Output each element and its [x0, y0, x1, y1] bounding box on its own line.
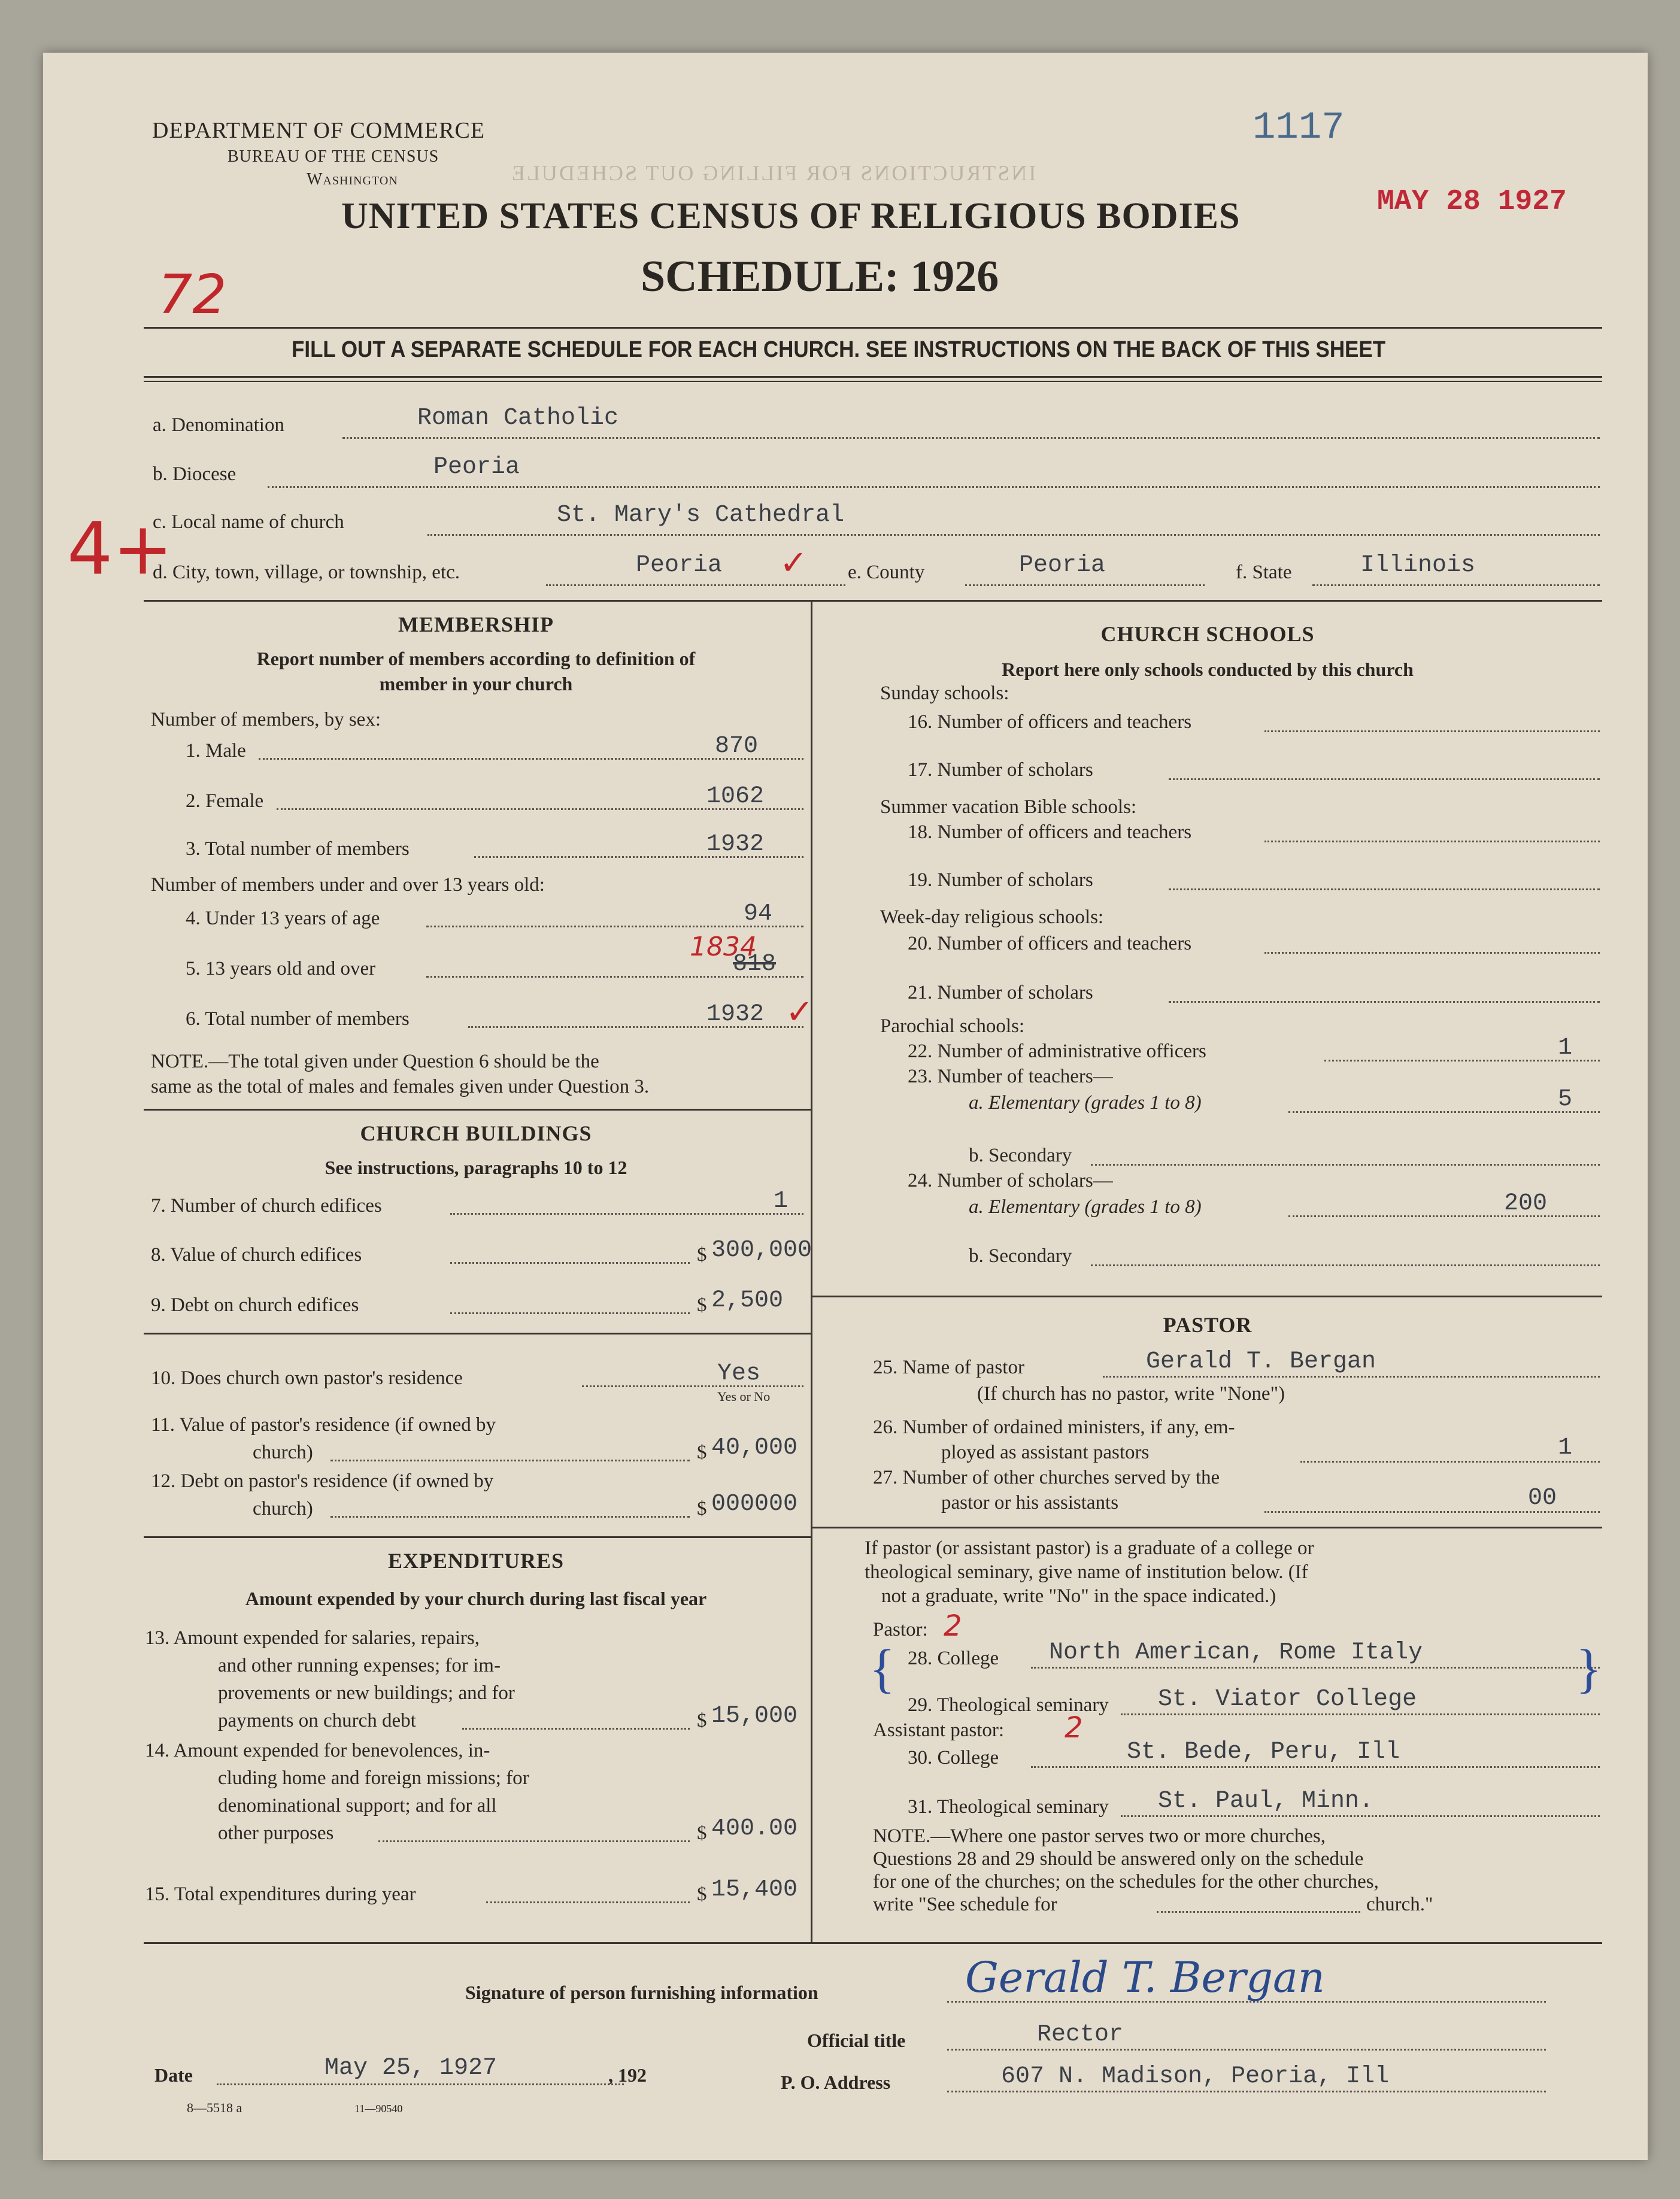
- denomination-value: Roman Catholic: [417, 405, 619, 432]
- q7-label: 7. Number of church edifices: [151, 1195, 382, 1217]
- q14-value: 400.00: [711, 1815, 798, 1842]
- q16-label: 16. Number of officers and teachers: [908, 711, 1192, 733]
- q12-label-2: church): [253, 1498, 313, 1519]
- official-title-label: Official title: [807, 2030, 906, 2051]
- q2-value: 1062: [706, 783, 765, 810]
- state-label: f. State: [1236, 562, 1292, 583]
- q13-line-4: payments on church debt: [218, 1710, 416, 1731]
- q20-label: 20. Number of officers and teachers: [908, 933, 1192, 954]
- q29-value: St. Viator College: [1158, 1686, 1417, 1713]
- pastor-heading: PASTOR: [1163, 1313, 1253, 1337]
- q11-currency: $: [697, 1442, 707, 1463]
- q9-value: 2,500: [711, 1287, 784, 1314]
- schedule-title: SCHEDULE: 1926: [641, 252, 999, 301]
- pastor-note-2: Questions 28 and 29 should be answered only on the schedule: [873, 1848, 1364, 1870]
- date-label: Date: [154, 2064, 193, 2086]
- q25-label: 25. Name of pastor: [873, 1357, 1024, 1378]
- print-number: 11—90540: [354, 2103, 403, 2115]
- members-by-age-label: Number of members under and over 13 years old:: [151, 874, 545, 896]
- pastor-note-5: church.": [1366, 1894, 1433, 1915]
- q10-hint: Yes or No: [717, 1389, 771, 1404]
- q24-label: 24. Number of scholars—: [908, 1170, 1113, 1191]
- q8-currency: $: [697, 1244, 707, 1266]
- file-number-stamp: 1117: [1253, 107, 1345, 150]
- q14-line-2: cluding home and foreign missions; for: [218, 1767, 529, 1789]
- q10-value: Yes: [717, 1360, 761, 1387]
- q22-value: 1: [1558, 1035, 1573, 1061]
- q14-line-1: 14. Amount expended for benevolences, in-: [145, 1740, 490, 1761]
- state-value: Illinois: [1360, 552, 1476, 579]
- city-name: Washington: [307, 170, 398, 189]
- q3-label: 3. Total number of members: [186, 838, 410, 860]
- membership-intro-1: Report number of members according to definition of: [256, 648, 696, 669]
- q25-value: Gerald T. Bergan: [1146, 1348, 1376, 1375]
- q1-label: 1. Male: [186, 740, 246, 762]
- q7-value: 1: [774, 1188, 789, 1215]
- bleed-through-heading: INSTRUCTIONS FOR FILLING OUT SCHEDULE: [510, 161, 1036, 185]
- members-by-sex-label: Number of members, by sex:: [151, 709, 381, 730]
- schools-heading: CHURCH SCHOOLS: [1100, 622, 1315, 646]
- q5-correction: 1834: [690, 932, 757, 962]
- q12-label-1: 12. Debt on pastor's residence (if owned by: [151, 1470, 494, 1492]
- bureau-name: BUREAU OF THE CENSUS: [228, 147, 439, 166]
- received-date-stamp: MAY 28 1927: [1377, 186, 1567, 218]
- department-name: DEPARTMENT OF COMMERCE: [152, 118, 486, 143]
- q5-value: 818: [733, 951, 777, 978]
- pastor-rule: [811, 1527, 1602, 1528]
- membership-rule: [144, 1109, 811, 1111]
- membership-note-2: same as the total of males and females given under Question 3.: [151, 1076, 650, 1097]
- q1-value: 870: [715, 733, 759, 760]
- date-value: May 25, 1927: [325, 2055, 498, 2082]
- city-label: d. City, town, village, or township, etc.: [153, 562, 460, 583]
- q14-currency: $: [697, 1822, 707, 1844]
- membership-note-1: NOTE.—The total given under Question 6 should be the: [151, 1051, 599, 1072]
- assistant-pastor-mark: 2: [1065, 1711, 1083, 1745]
- signature-label: Signature of person furnishing information: [465, 1982, 818, 2003]
- graduate-instruction-2: theological seminary, give name of institution below. (If: [865, 1561, 1308, 1583]
- q24a-value: 200: [1504, 1190, 1548, 1217]
- q27-value: 00: [1528, 1485, 1557, 1512]
- q4-label: 4. Under 13 years of age: [186, 908, 380, 929]
- section-rule: [144, 600, 1602, 602]
- expenditures-sub: Amount expended by your church during last fiscal year: [245, 1588, 707, 1609]
- q28-label: 28. College: [908, 1648, 999, 1669]
- city-value: Peoria: [636, 552, 723, 579]
- sunday-schools-label: Sunday schools:: [880, 683, 1009, 704]
- graduate-instruction-3: not a graduate, write "No" in the space indicated.): [881, 1585, 1276, 1607]
- q31-label: 31. Theological seminary: [908, 1796, 1109, 1818]
- q21-label: 21. Number of scholars: [908, 982, 1093, 1003]
- q15-label: 15. Total expenditures during year: [145, 1883, 416, 1905]
- pastor-note-3: for one of the churches; on the schedules for the other churches,: [873, 1871, 1379, 1892]
- schools-intro: Report here only schools conducted by this church: [1002, 659, 1414, 680]
- official-title-value: Rector: [1037, 2021, 1124, 2048]
- separate-schedule-notice: FILL OUT A SEPARATE SCHEDULE FOR EACH CHURCH. SEE INSTRUCTIONS ON THE BACK OF THIS SHEET: [292, 337, 1386, 362]
- q14-line-3: denominational support; and for all: [218, 1795, 497, 1816]
- brace-left: {: [869, 1639, 896, 1698]
- q27-line-1: 27. Number of other churches served by the: [873, 1467, 1220, 1488]
- q22-label: 22. Number of administrative officers: [908, 1041, 1206, 1062]
- q13-line-1: 13. Amount expended for salaries, repairs,: [145, 1627, 480, 1649]
- q26-line-1: 26. Number of ordained ministers, if any, em-: [873, 1417, 1235, 1438]
- expenditures-heading: EXPENDITURES: [387, 1549, 565, 1573]
- pastor-note-4: write "See schedule for: [873, 1894, 1057, 1915]
- diocese-label: b. Diocese: [153, 463, 236, 485]
- pastor-label: Pastor:: [873, 1619, 928, 1640]
- buildings-rule: [144, 1333, 811, 1334]
- q9-currency: $: [697, 1294, 707, 1316]
- county-label: e. County: [848, 562, 925, 583]
- checkmark: ✓: [786, 993, 814, 1032]
- q19-label: 19. Number of scholars: [908, 869, 1093, 891]
- q25-hint: (If church has no pastor, write "None"): [977, 1383, 1285, 1405]
- county-value: Peoria: [1019, 552, 1106, 579]
- po-address-value: 607 N. Madison, Peoria, Ill: [1001, 2063, 1390, 2090]
- q27-line-2: pastor or his assistants: [941, 1492, 1119, 1513]
- pastor-mark: 2: [944, 1609, 962, 1643]
- expenditures-rule: [144, 1536, 811, 1538]
- summer-schools-label: Summer vacation Bible schools:: [880, 796, 1137, 818]
- q30-label: 30. College: [908, 1747, 999, 1769]
- q28-value: North American, Rome Italy: [1049, 1639, 1423, 1666]
- q6-value: 1932: [706, 1001, 765, 1028]
- q26-line-2: ployed as assistant pastors: [941, 1442, 1150, 1463]
- q9-label: 9. Debt on church edifices: [151, 1294, 359, 1316]
- brace-right: }: [1576, 1639, 1602, 1698]
- q12-currency: $: [697, 1498, 707, 1519]
- q4-value: 94: [744, 900, 773, 927]
- weekday-schools-label: Week-day religious schools:: [880, 906, 1104, 928]
- census-form-sheet: [43, 53, 1648, 2160]
- q23a-value: 5: [1558, 1086, 1573, 1113]
- po-address-label: P. O. Address: [781, 2071, 891, 2093]
- form-number: 8—5518 a: [187, 2100, 242, 2115]
- pastor-note-1: NOTE.—Where one pastor serves two or more churches,: [873, 1825, 1326, 1847]
- buildings-sub: See instructions, paragraphs 10 to 12: [325, 1157, 627, 1178]
- date-suffix: , 192: [608, 2064, 647, 2086]
- q11-label-2: church): [253, 1442, 313, 1463]
- graduate-instruction-1: If pastor (or assistant pastor) is a graduate of a college or: [865, 1537, 1314, 1559]
- q2-label: 2. Female: [186, 790, 264, 812]
- q3-value: 1932: [706, 831, 765, 858]
- footer-rule: [144, 1942, 1602, 1944]
- q13-currency: $: [697, 1710, 707, 1731]
- q26-value: 1: [1558, 1434, 1573, 1461]
- q13-line-2: and other running expenses; for im-: [218, 1655, 501, 1676]
- q5-label: 5. 13 years old and over: [186, 958, 376, 979]
- notice-rule-bottom: [144, 376, 1602, 378]
- notice-rule-top: [144, 327, 1602, 329]
- q23a-label: a. Elementary (grades 1 to 8): [969, 1092, 1202, 1114]
- q23-label: 23. Number of teachers—: [908, 1066, 1113, 1087]
- q14-line-4: other purposes: [218, 1822, 334, 1844]
- q12-value: 000000: [711, 1491, 798, 1518]
- parochial-schools-label: Parochial schools:: [880, 1015, 1025, 1037]
- q24a-label: a. Elementary (grades 1 to 8): [969, 1196, 1202, 1218]
- form-title: UNITED STATES CENSUS OF RELIGIOUS BODIES: [341, 196, 1241, 236]
- church-name-label: c. Local name of church: [153, 511, 344, 533]
- q11-value: 40,000: [711, 1434, 798, 1461]
- q31-value: St. Paul, Minn.: [1158, 1788, 1374, 1815]
- q13-value: 15,000: [711, 1703, 798, 1730]
- diocese-value: Peoria: [433, 454, 520, 481]
- q8-value: 300,000: [711, 1237, 812, 1264]
- q29-label: 29. Theological seminary: [908, 1694, 1109, 1716]
- q15-value: 15,400: [711, 1876, 798, 1903]
- signature-value: Gerald T. Bergan: [965, 1953, 1325, 2002]
- q17-label: 17. Number of scholars: [908, 759, 1093, 781]
- handwritten-margin-mark: 4+: [67, 508, 173, 591]
- q8-label: 8. Value of church edifices: [151, 1244, 362, 1266]
- assistant-pastor-label: Assistant pastor:: [873, 1719, 1005, 1741]
- church-name-value: St. Mary's Cathedral: [557, 502, 845, 529]
- q11-label-1: 11. Value of pastor's residence (if owned by: [151, 1414, 496, 1436]
- membership-intro-2: member in your church: [379, 673, 573, 694]
- schools-rule: [811, 1296, 1602, 1297]
- q30-value: St. Bede, Peru, Ill: [1127, 1739, 1400, 1766]
- checkmark: ✓: [780, 544, 808, 583]
- q10-label: 10. Does church own pastor's residence: [151, 1367, 463, 1389]
- membership-heading: MEMBERSHIP: [398, 612, 554, 636]
- q13-line-3: provements or new buildings; and for: [218, 1682, 515, 1704]
- handwritten-72: 72: [158, 263, 227, 326]
- notice-rule-bottom-2: [144, 381, 1602, 382]
- q18-label: 18. Number of officers and teachers: [908, 821, 1192, 843]
- q23b-label: b. Secondary: [969, 1145, 1072, 1166]
- buildings-heading: CHURCH BUILDINGS: [360, 1121, 592, 1145]
- q24b-label: b. Secondary: [969, 1245, 1072, 1267]
- q6-label: 6. Total number of members: [186, 1008, 410, 1030]
- denomination-label: a. Denomination: [153, 414, 284, 436]
- column-divider: [811, 600, 812, 1942]
- q15-currency: $: [697, 1883, 707, 1905]
